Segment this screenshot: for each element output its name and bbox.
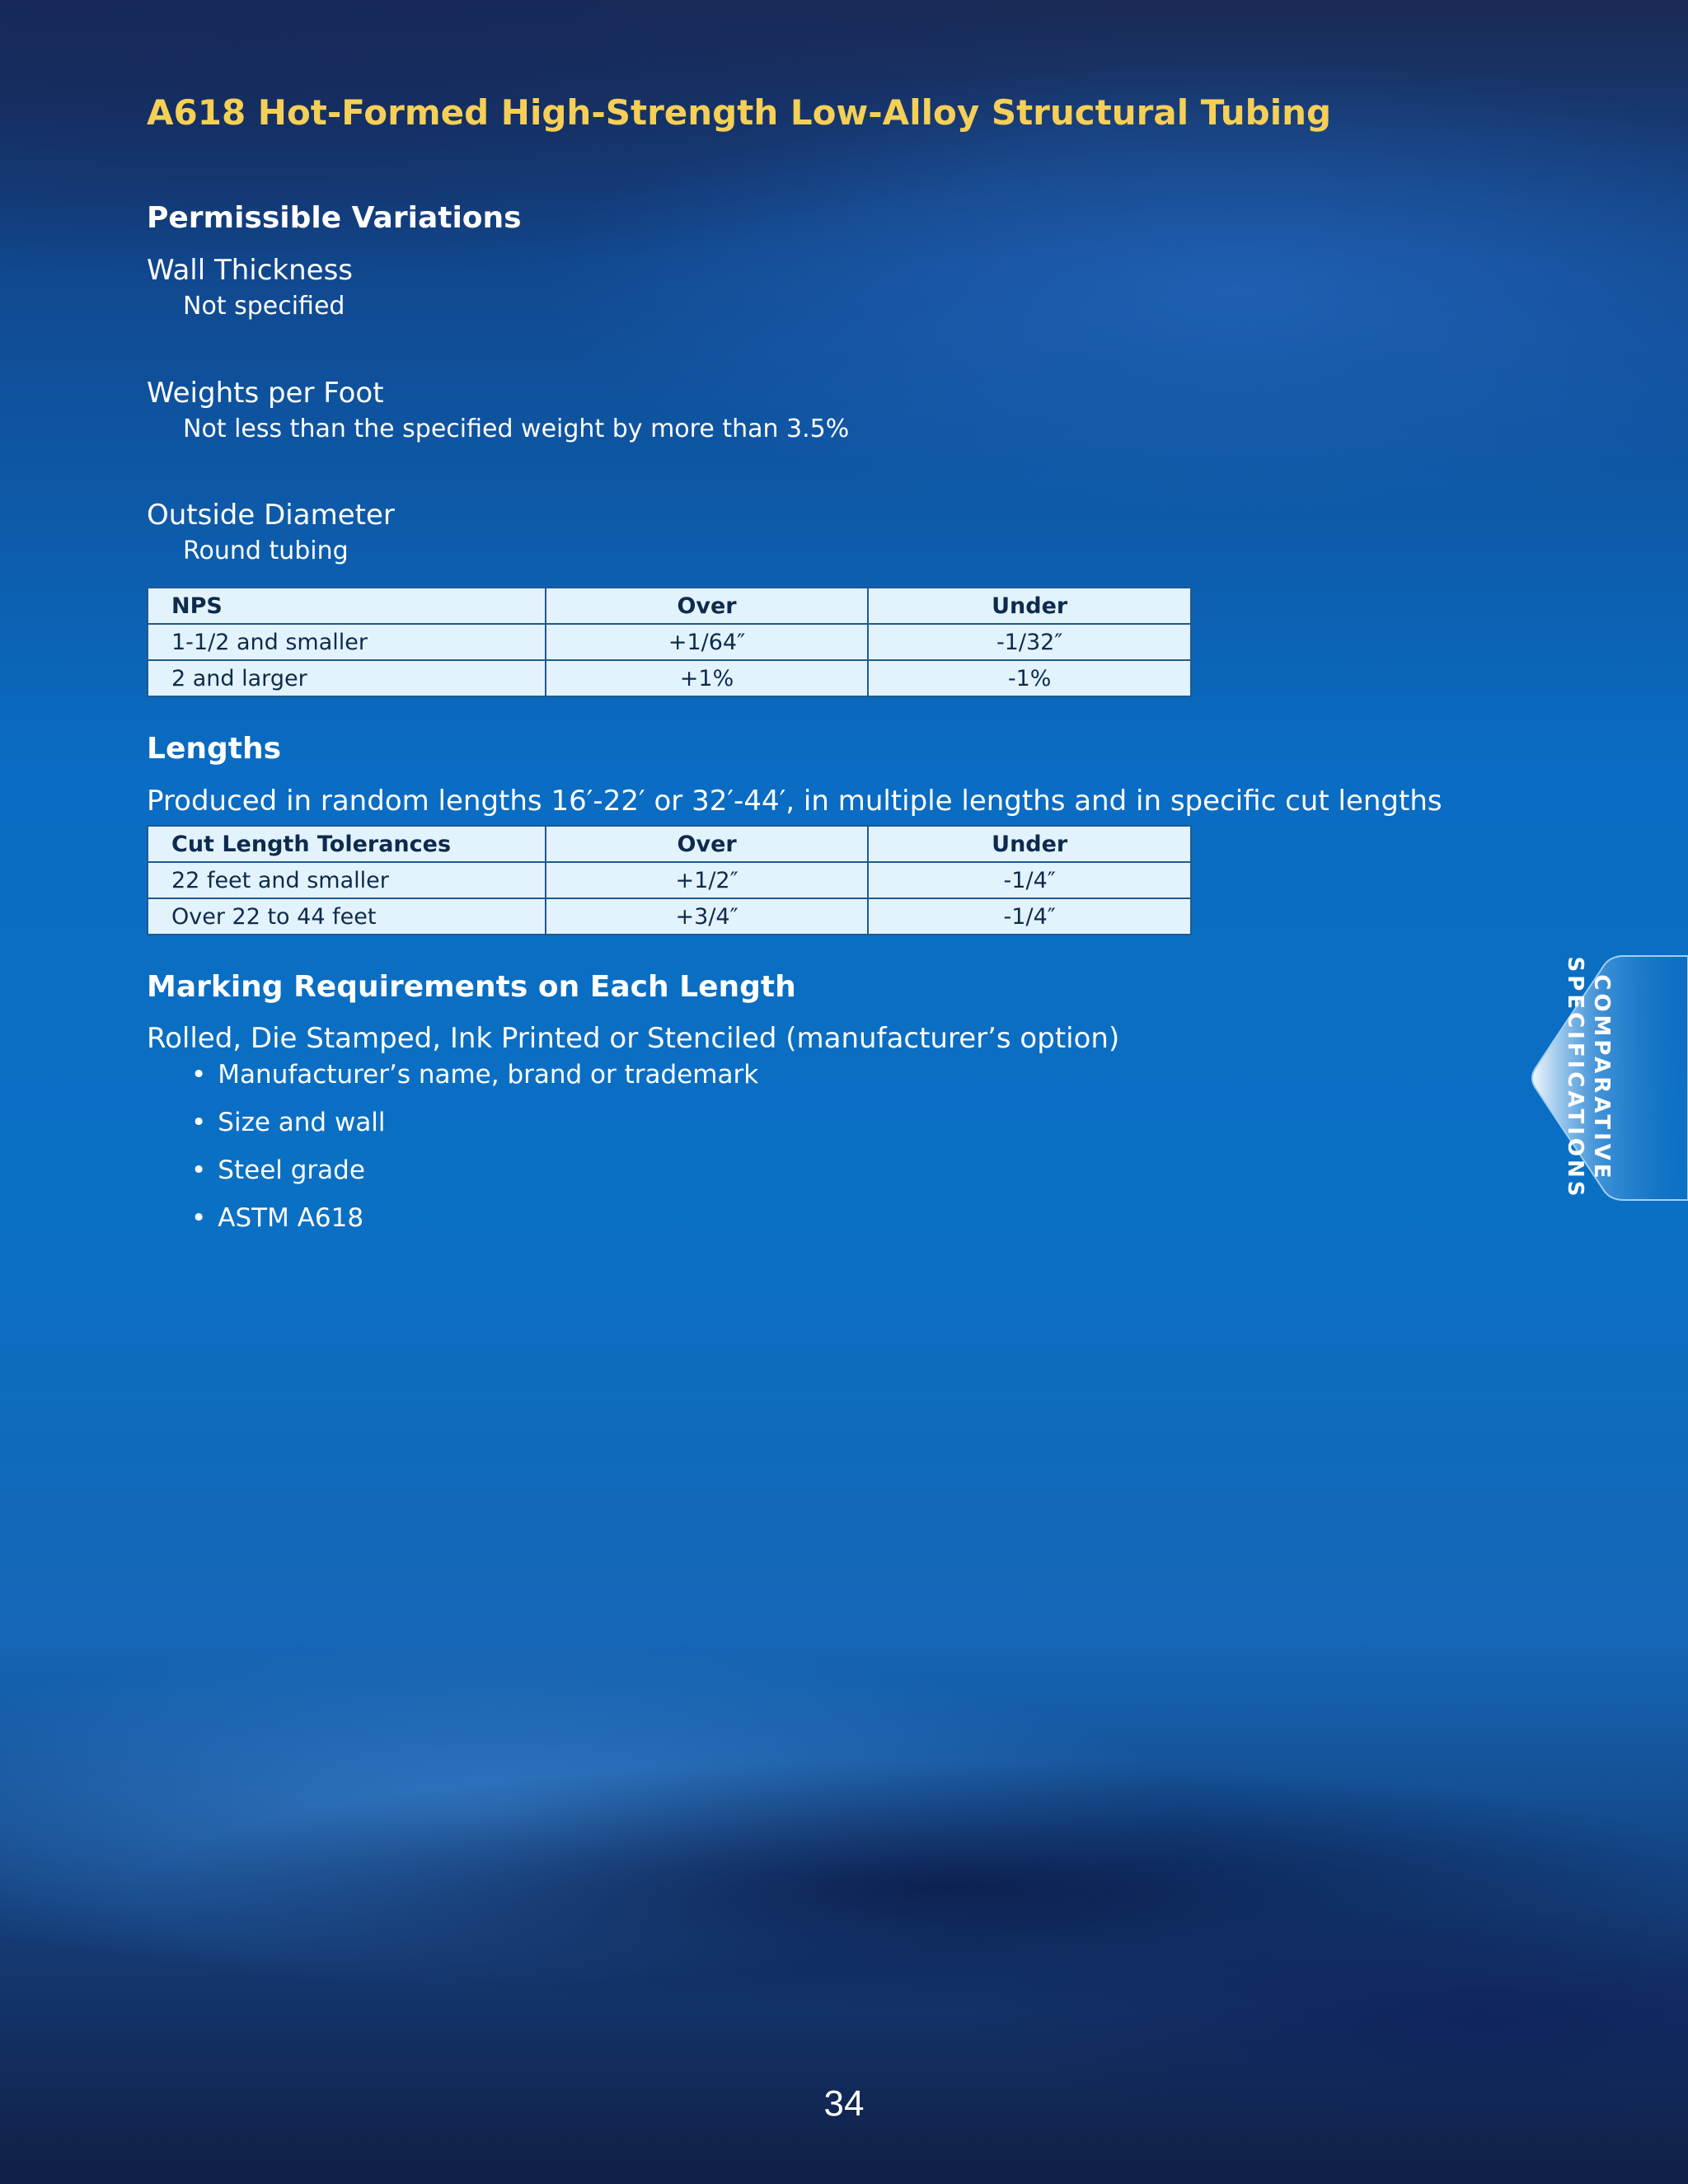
list-item: • ASTM A618 xyxy=(191,1201,758,1249)
list-item: • Manufacturer’s name, brand or trademark xyxy=(191,1057,758,1105)
table-row xyxy=(148,862,1191,898)
table-cell: 1-1/2 and smaller xyxy=(148,624,546,660)
lengths-heading: Lengths xyxy=(147,732,282,766)
wall-thickness-value: Not specified xyxy=(183,292,345,321)
weights-per-foot-value: Not less than the specified weight by more than 3.5% xyxy=(183,415,850,443)
outside-diameter-table xyxy=(147,587,1192,697)
table-cell: +1/2″ xyxy=(546,862,869,898)
marking-text: Rolled, Die Stamped, Ink Printed or Stenciled (manufacturer’s option) xyxy=(147,1022,1120,1055)
comparative-specifications-tab[interactable] xyxy=(1529,954,1688,1202)
table-header-cell: Over xyxy=(546,826,869,862)
lengths-text: Produced in random lengths 16′-22′ or 32′-44′, in multiple lengths and in specific cut lengths xyxy=(147,785,1442,818)
table-cell: -1/32″ xyxy=(868,624,1191,660)
table-cell: 2 and larger xyxy=(148,660,546,696)
table-header-cell: Under xyxy=(868,588,1191,624)
table-cell: 22 feet and smaller xyxy=(148,862,546,898)
marking-heading: Marking Requirements on Each Length xyxy=(147,970,796,1004)
table-header-cell: Under xyxy=(868,826,1191,862)
table-cell: -1% xyxy=(868,660,1191,696)
table-header-row xyxy=(148,588,1191,624)
round-tubing-label: Round tubing xyxy=(183,537,349,565)
tab-label-line1: COMPARATIVE xyxy=(1589,974,1614,1182)
tab-label xyxy=(1562,957,1615,1200)
table-cell: -1/4″ xyxy=(868,862,1191,898)
table-header-cell: Cut Length Tolerances xyxy=(148,826,546,862)
table-header-row xyxy=(148,826,1191,862)
list-item: • Steel grade xyxy=(191,1153,758,1201)
table-header-cell: Over xyxy=(546,588,869,624)
page-number: 34 xyxy=(823,2083,865,2124)
weights-per-foot-label: Weights per Foot xyxy=(147,377,384,410)
cut-length-table xyxy=(147,825,1192,935)
tab-label-line2: SPECIFICATIONS xyxy=(1563,956,1587,1200)
table-cell: -1/4″ xyxy=(868,898,1191,935)
table-cell: Over 22 to 44 feet xyxy=(148,898,546,935)
table-header-cell: NPS xyxy=(148,588,546,624)
table-cell: +3/4″ xyxy=(546,898,869,935)
list-item: • Size and wall xyxy=(191,1105,758,1153)
table-row xyxy=(148,898,1191,935)
table-row xyxy=(148,624,1191,660)
page-title: A618 Hot-Formed High-Strength Low-Alloy Structural Tubing xyxy=(147,92,1332,133)
table-cell: +1/64″ xyxy=(546,624,869,660)
table-cell: +1% xyxy=(546,660,869,696)
wall-thickness-label: Wall Thickness xyxy=(147,254,354,287)
marking-list xyxy=(191,1057,758,1249)
table-row xyxy=(148,660,1191,696)
outside-diameter-label: Outside Diameter xyxy=(147,499,395,532)
permissible-variations-heading: Permissible Variations xyxy=(147,201,522,235)
